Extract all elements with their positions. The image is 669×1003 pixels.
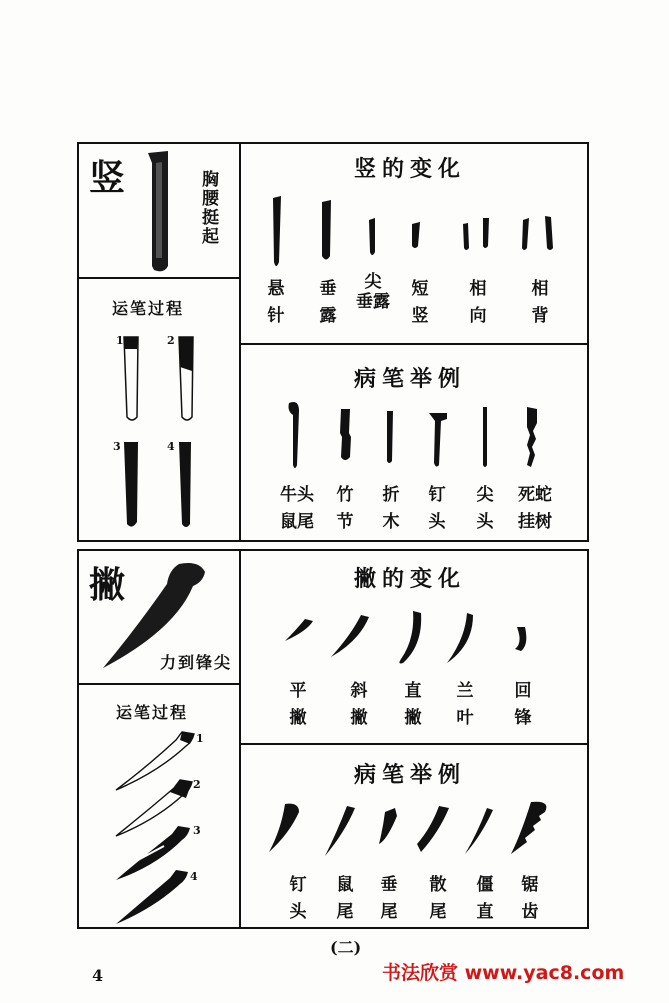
bottom-faults-title: 病笔举例 — [353, 762, 466, 788]
top-tip: 胸腰挺起 — [198, 170, 218, 246]
top-process-step-3 — [122, 440, 142, 532]
top-process-title: 运笔过程 — [112, 299, 185, 318]
top-variation-label-4: 短 竖 — [411, 279, 429, 326]
top-divider-v — [239, 142, 241, 542]
top-fault-strokes — [255, 395, 585, 475]
bottom-fault-label-5: 僵 直 — [476, 875, 494, 922]
bottom-tip: 力到锋尖 — [160, 653, 233, 672]
bottom-divider-left — [77, 683, 241, 685]
bottom-fault-label-2: 鼠 尾 — [336, 875, 354, 922]
top-fault-label-5: 尖 头 — [476, 485, 494, 532]
top-fault-label-6: 死蛇 挂树 — [518, 485, 552, 532]
bottom-variation-label-2: 斜 撇 — [350, 681, 368, 728]
top-process-step-4 — [176, 440, 196, 532]
bottom-fault-label-1: 钉 头 — [289, 875, 307, 922]
bottom-fault-label-3: 垂 尾 — [380, 875, 398, 922]
top-main-stroke — [140, 148, 180, 278]
bottom-process-num-4: 4 — [190, 870, 198, 883]
bottom-fault-label-6: 锯 齿 — [521, 875, 539, 922]
bottom-divider-v — [239, 549, 241, 929]
bottom-divider-right — [239, 743, 589, 745]
top-process-step-1 — [122, 335, 142, 425]
site-watermark: 书法欣赏 www.yac8.com — [382, 962, 625, 984]
top-variation-label-2: 垂 露 — [319, 279, 337, 326]
top-variation-label-3: 尖 垂露 — [356, 272, 390, 312]
top-process-num-4: 4 — [167, 440, 175, 453]
top-fault-label-1: 牛头 鼠尾 — [280, 485, 314, 532]
bottom-variation-title: 撇的变化 — [353, 566, 466, 592]
bottom-fault-strokes — [255, 798, 585, 868]
top-process-num-1: 1 — [116, 334, 124, 347]
bottom-process-steps — [110, 728, 210, 928]
bottom-process-num-3: 3 — [193, 824, 201, 837]
bottom-variation-label-4: 兰 叶 — [456, 681, 474, 728]
bottom-process-num-1: 1 — [196, 732, 204, 745]
top-variation-title: 竖的变化 — [353, 156, 466, 182]
top-fault-label-3: 折 木 — [382, 485, 400, 532]
top-variation-strokes — [255, 190, 585, 270]
top-variation-label-6: 相 背 — [531, 279, 549, 326]
top-variation-label-5: 相 向 — [469, 279, 487, 326]
bottom-variation-label-3: 直 撇 — [404, 681, 422, 728]
top-process-step-2 — [176, 335, 196, 425]
top-divider-right — [239, 343, 589, 345]
top-main-char: 竖 — [89, 157, 126, 199]
top-fault-label-4: 钉 头 — [428, 485, 446, 532]
page-number: 4 — [92, 966, 104, 985]
top-process-num-3: 3 — [113, 440, 121, 453]
bottom-variation-strokes — [255, 605, 585, 675]
section-number: (二) — [330, 938, 362, 957]
top-process-num-2: 2 — [167, 334, 175, 347]
top-variation-label-1: 悬 针 — [267, 279, 285, 326]
top-fault-label-2: 竹 节 — [336, 485, 354, 532]
bottom-fault-label-4: 散 尾 — [429, 875, 447, 922]
bottom-process-title: 运笔过程 — [116, 703, 189, 722]
bottom-process-num-2: 2 — [193, 778, 201, 791]
top-faults-title: 病笔举例 — [353, 366, 466, 392]
bottom-variation-label-1: 平 撇 — [289, 681, 307, 728]
bottom-variation-label-5: 回 锋 — [514, 681, 532, 728]
bottom-main-char: 撇 — [89, 564, 126, 606]
